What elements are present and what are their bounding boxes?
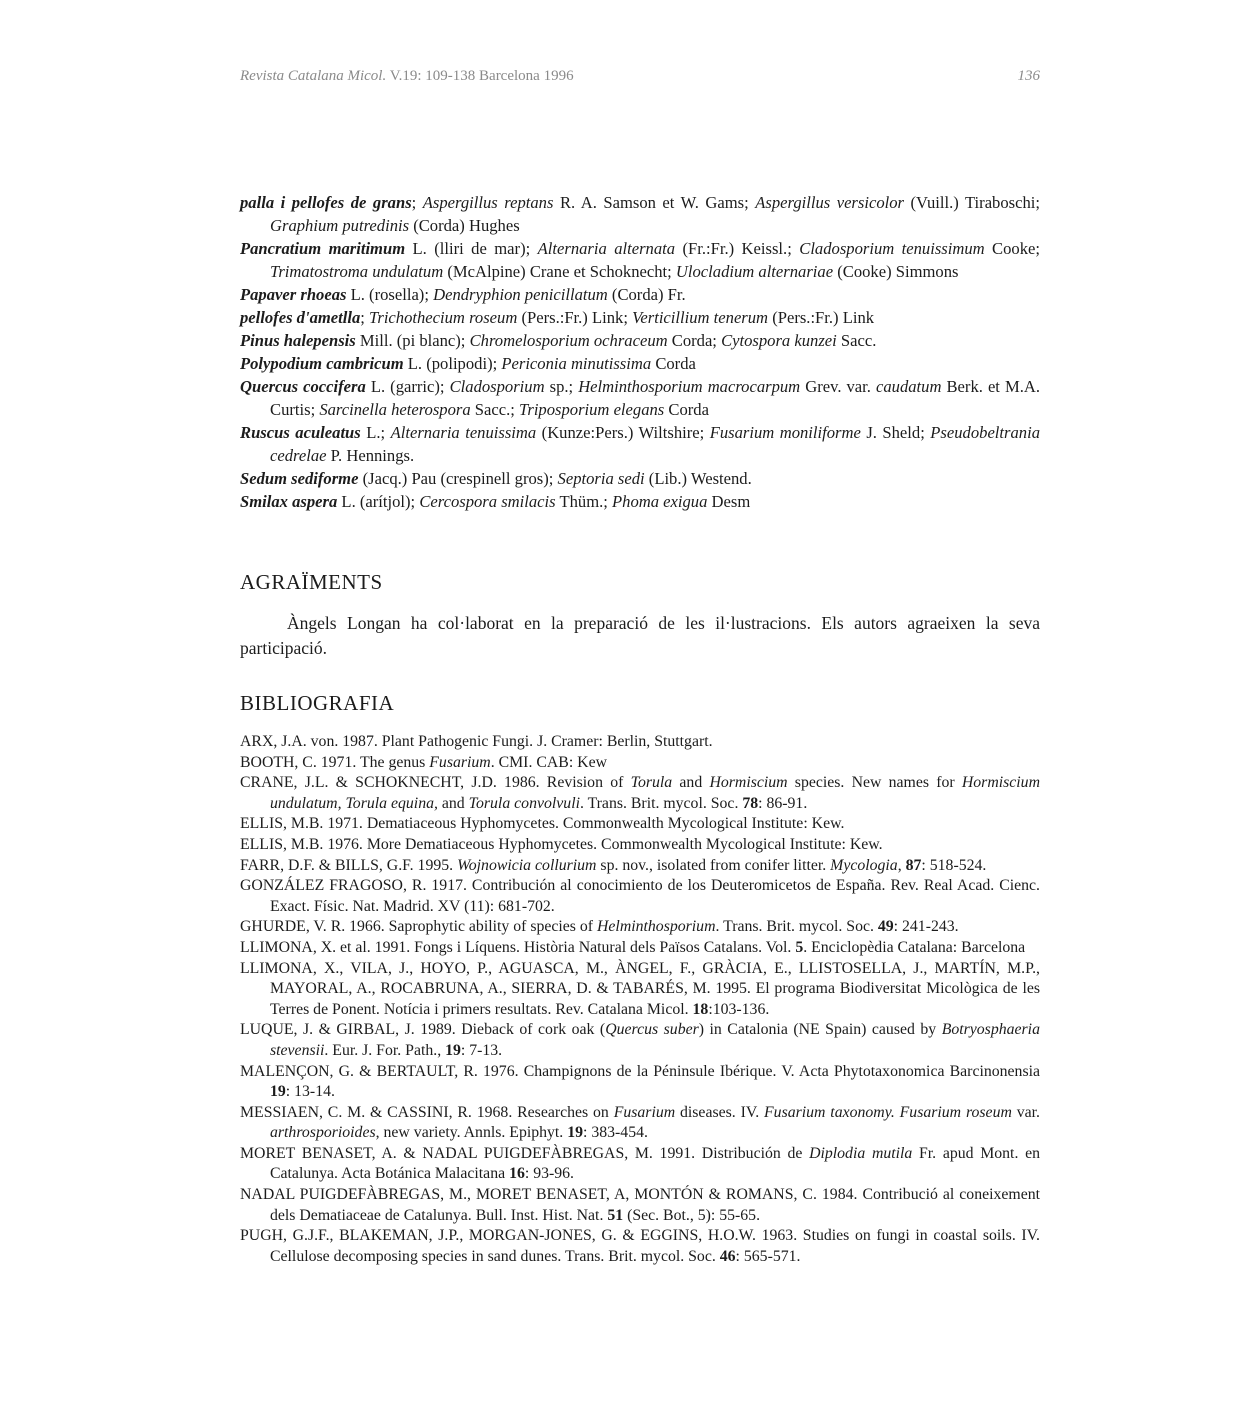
- reference-entry: [240, 1103, 1040, 1144]
- reference-text: MESSIAEN, C. M. & CASSINI, R. 1968. Researches on: [240, 1103, 614, 1121]
- reference-volume: 19: [445, 1041, 461, 1059]
- fungus-species-name: Graphium putredinis: [270, 216, 410, 235]
- reference-text: . Trans. Brit. mycol. Soc.: [715, 918, 878, 936]
- host-entry: [240, 352, 1040, 375]
- reference-entry: [240, 835, 1040, 856]
- reference-text: PUGH, G.J.F., BLAKEMAN, J.P., MORGAN-JONES, G. & EGGINS, H.O.W. 1963. Studies on fungi in coastal soils. IV. Cellulose decomposing species in sand dunes. Trans. Brit. mycol. Soc.: [240, 1227, 1040, 1265]
- entry-text: J. Sheld;: [860, 423, 931, 442]
- entry-text: L. (garric);: [365, 377, 450, 396]
- host-plant-name: pellofes d'ametlla: [240, 308, 361, 327]
- reference-italic-text: Fusarium: [613, 1103, 676, 1121]
- fungus-species-name: Helminthosporium macrocarpum: [578, 377, 801, 396]
- entry-text: (Vuill.) Tiraboschi;: [903, 193, 1040, 212]
- reference-text: ELLIS, M.B. 1971. Dematiaceous Hyphomycetes. Commonwealth Mycological Institute: Kew.: [240, 815, 845, 833]
- fungus-species-name: Verticillium tenerum: [632, 308, 769, 327]
- reference-entry: [240, 938, 1040, 959]
- entry-text: Corda;: [667, 331, 722, 350]
- host-entry: [240, 490, 1040, 513]
- host-entry: [240, 283, 1040, 306]
- fungus-species-name: Chromelosporium ochraceum: [469, 331, 668, 350]
- reference-italic-text: Torula: [630, 774, 673, 792]
- fungus-species-name: Cytospora kunzei: [721, 331, 837, 350]
- reference-text: . CMI. CAB: Kew: [490, 753, 607, 771]
- entry-text: L. (polipodi);: [403, 354, 502, 373]
- reference-italic-text: Helminthosporium: [597, 918, 716, 936]
- reference-entry: [240, 773, 1040, 814]
- fungus-species-name: Cladosporium: [449, 377, 545, 396]
- journal-citation: [240, 68, 574, 85]
- reference-text: :103-136.: [708, 1000, 770, 1018]
- reference-text: . Eur. J. For. Path.,: [324, 1041, 446, 1059]
- reference-text: GONZÁLEZ FRAGOSO, R. 1917. Contribución al conocimiento de los Deuteromicetos de España. Rev. Real Acad. Cienc. Exact. Físic. Nat. Madrid. XV (11): 681-702.: [240, 877, 1040, 915]
- entry-text: P. Hennings.: [326, 446, 415, 465]
- reference-italic-text: Fusarium taxonomy. Fusarium roseum: [764, 1103, 1012, 1121]
- entry-text: Mill. (pi blanc);: [355, 331, 470, 350]
- host-plant-name: Sedum sediforme: [240, 469, 359, 488]
- entry-text: ;: [360, 308, 370, 327]
- host-plant-name: Quercus coccifera: [240, 377, 366, 396]
- reference-text: NADAL PUIGDEFÀBREGAS, M., MORET BENASET, A, MONTÓN & ROMANS, C. 1984. Contribució al coneixement dels Dematiaceae de Catalunya. Bull. Inst. Hist. Nat.: [240, 1186, 1040, 1224]
- reference-volume: 46: [719, 1247, 736, 1265]
- entry-text: Corda: [651, 354, 696, 373]
- reference-text: : 7-13.: [460, 1041, 503, 1059]
- reference-italic-text: Fusarium: [429, 753, 491, 771]
- reference-text: MALENÇON, G. & BERTAULT, R. 1976. Champignons de la Péninsule Ibérique. V. Acta Phytotaxonomica Barcinonensia: [240, 1062, 1040, 1080]
- host-entry: [240, 375, 1040, 421]
- reference-italic-text: Hormiscium: [709, 774, 788, 792]
- reference-entry: [240, 753, 1040, 774]
- reference-italic-text: Torula convolvuli: [468, 794, 580, 812]
- reference-italic-text: Botryosphaeria stevensii: [270, 1021, 1040, 1059]
- entry-text: (Pers.:Fr.) Link;: [517, 308, 633, 327]
- reference-text: . Enciclopèdia Catalana: Barcelona: [803, 938, 1026, 956]
- host-entry: [240, 237, 1040, 283]
- entry-text: (McAlpine) Crane et Schoknecht;: [443, 262, 676, 281]
- reference-text: : 93-96.: [524, 1165, 575, 1183]
- reference-text: ELLIS, M.B. 1976. More Dematiaceous Hyphomycetes. Commonwealth Mycological Institute: Kew.: [240, 835, 883, 853]
- fungus-species-name: Ulocladium alternariae: [675, 262, 834, 281]
- reference-entry: [240, 959, 1040, 1021]
- reference-text: ,: [897, 856, 906, 874]
- reference-entry: [240, 856, 1040, 877]
- reference-text: LUQUE, J. & GIRBAL, J. 1989. Dieback of cork oak (: [240, 1021, 606, 1039]
- fungus-species-name: Periconia minutissima: [501, 354, 652, 373]
- host-entry: [240, 421, 1040, 467]
- reference-italic-text: Diplodia mutila: [809, 1144, 913, 1162]
- entry-text: (Cooke) Simmons: [833, 262, 959, 281]
- host-plant-name: Ruscus aculeatus: [240, 423, 361, 442]
- reference-entry: [240, 917, 1040, 938]
- fungus-species-name: Trichothecium roseum: [369, 308, 518, 327]
- journal-volume: V.19: 109-138 Barcelona 1996: [386, 68, 574, 84]
- entry-text: (Corda) Hughes: [409, 216, 520, 235]
- entry-text: Desm: [707, 492, 751, 511]
- fungus-species-name: Aspergillus reptans: [422, 193, 554, 212]
- entry-text: Berk. et M.A. Curtis;: [270, 377, 1040, 419]
- host-entry: [240, 467, 1040, 490]
- host-plant-name: palla i pellofes de grans: [240, 193, 412, 212]
- entry-text: (Lib.) Westend.: [644, 469, 752, 488]
- reference-volume: 19: [270, 1083, 286, 1101]
- reference-text: GHURDE, V. R. 1966. Saprophytic ability of species of: [240, 918, 598, 936]
- reference-text: , new variety. Annls. Epiphyt.: [375, 1124, 568, 1142]
- entry-text: Corda: [664, 400, 709, 419]
- reference-text: species. New names for: [787, 774, 962, 792]
- reference-volume: 18: [692, 1000, 709, 1018]
- bibliography-list: [240, 732, 1040, 1267]
- reference-italic-text: Hormiscium undulatum, Torula equina,: [270, 774, 1040, 812]
- entry-text: L. (lliri de mar);: [405, 239, 538, 258]
- fungus-species-name: Fusarium moniliforme: [709, 423, 861, 442]
- host-plant-name: Papaver rhoeas: [240, 285, 347, 304]
- reference-volume: 87: [905, 856, 922, 874]
- reference-text: : 518-524.: [921, 856, 987, 874]
- fungus-species-name: Phoma exigua: [612, 492, 708, 511]
- host-plant-name: Polypodium cambricum: [240, 354, 404, 373]
- entry-text: Sacc.: [836, 331, 877, 350]
- entry-text: (Jacq.) Pau (crespinell gros);: [358, 469, 558, 488]
- entry-text: Thüm.;: [555, 492, 613, 511]
- host-fungi-list: [240, 191, 1040, 513]
- reference-text: Fr. apud Mont. en Catalunya. Acta Botánica Malacitana: [270, 1144, 1041, 1183]
- reference-italic-text: Mycologia: [830, 856, 898, 874]
- host-plant-name: Pancratium maritimum: [240, 239, 406, 258]
- host-entry: [240, 191, 1040, 237]
- fungus-species-name: Cercospora smilacis: [419, 492, 556, 511]
- host-entry: [240, 329, 1040, 352]
- reference-text: sp. nov., isolated from conifer litter.: [596, 856, 831, 874]
- acknowledgements-text: Àngels Longan ha col·laborat en la preparació de les il·lustracions. Els autors agraeixen la seva participació.: [240, 613, 1040, 658]
- bibliography-heading: BIBLIOGRAFIA: [240, 691, 395, 715]
- reference-text: : 13-14.: [285, 1083, 335, 1101]
- fungus-species-name: Pseudobeltrania cedrelae: [270, 423, 1040, 465]
- reference-text: and: [437, 794, 469, 812]
- fungus-species-name: Sarcinella heterospora: [319, 400, 471, 419]
- reference-entry: [240, 1020, 1040, 1061]
- entry-text: Cooke;: [984, 239, 1040, 258]
- reference-text: and: [672, 774, 710, 792]
- fungus-species-name: Triposporium elegans: [519, 400, 665, 419]
- reference-text: : 241-243.: [893, 918, 959, 936]
- reference-text: CRANE, J.L. & SCHOKNECHT, J.D. 1986. Revision of: [240, 774, 631, 792]
- reference-entry: [240, 1185, 1040, 1226]
- fungus-species-name: Aspergillus versicolor: [755, 193, 904, 212]
- entry-text: sp.;: [544, 377, 579, 396]
- reference-volume: 78: [742, 794, 759, 812]
- reference-volume: 5: [795, 938, 804, 956]
- acknowledgements-heading: AGRAÏMENTS: [240, 570, 383, 594]
- reference-entry: [240, 876, 1040, 917]
- reference-text: : 383-454.: [583, 1124, 648, 1142]
- entry-text: (Kunze:Pers.) Wiltshire;: [536, 423, 710, 442]
- reference-volume: 16: [509, 1165, 525, 1183]
- reference-text: : 565-571.: [735, 1247, 801, 1265]
- running-header: [240, 68, 1040, 90]
- host-entry: [240, 306, 1040, 329]
- page-number: 136: [1017, 68, 1040, 84]
- reference-volume: 19: [567, 1124, 584, 1142]
- reference-text: . Trans. Brit. mycol. Soc.: [579, 794, 743, 812]
- fungus-species-name: Trimatostroma undulatum: [270, 262, 444, 281]
- reference-text: ) in Catalonia (NE Spain) caused by: [698, 1021, 942, 1039]
- reference-text: (Sec. Bot., 5): 55-65.: [623, 1206, 761, 1224]
- reference-text: FARR, D.F. & BILLS, G.F. 1995.: [240, 856, 458, 874]
- fungus-species-name: Dendryphion penicillatum: [433, 285, 608, 304]
- reference-text: BOOTH, C. 1971. The genus: [240, 753, 430, 771]
- entry-text: Sacc.;: [470, 400, 520, 419]
- reference-italic-text: arthrosporioides: [270, 1124, 376, 1142]
- reference-text: LLIMONA, X. et al. 1991. Fongs i Líquens. Història Natural dels Països Catalans. Vol.: [240, 938, 796, 956]
- reference-volume: 49: [877, 918, 894, 936]
- entry-text: (Fr.:Fr.) Keissl.;: [675, 239, 800, 258]
- reference-text: LLIMONA, X., VILA, J., HOYO, P., AGUASCA, M., ÀNGEL, F., GRÀCIA, E., LLISTOSELLA, J., MARTÍN, M.P., MAYORAL, A., ROCABRUNA, A., SIERRA, D. & TABARÉS, M. 1995. El programa Biodiversitat Micològica de les Terres de Ponent. Notícia i primers resultats. Rev. Catalana Micol.: [240, 959, 1040, 1018]
- reference-entry: [240, 814, 1040, 835]
- entry-text: (Pers.:Fr.) Link: [768, 308, 875, 327]
- entry-text: ;: [411, 193, 423, 212]
- entry-text: (Corda) Fr.: [607, 285, 686, 304]
- reference-entry: [240, 1062, 1040, 1103]
- reference-italic-text: Quercus suber: [605, 1021, 699, 1039]
- reference-text: diseases. IV.: [675, 1103, 765, 1121]
- reference-text: MORET BENASET, A. & NADAL PUIGDEFÀBREGAS, M. 1991. Distribución de: [240, 1144, 810, 1162]
- reference-text: : 86-91.: [758, 794, 808, 812]
- reference-text: ARX, J.A. von. 1987. Plant Pathogenic Fungi. J. Cramer: Berlin, Stuttgart.: [240, 733, 713, 750]
- journal-name: Revista Catalana Micol.: [240, 68, 387, 84]
- entry-text: L. (rosella);: [346, 285, 434, 304]
- host-plant-name: Pinus halepensis: [240, 331, 356, 350]
- fungus-species-name: Cladosporium tenuissimum: [799, 239, 985, 258]
- reference-entry: [240, 1144, 1040, 1185]
- reference-italic-text: Wojnowicia collurium: [457, 856, 597, 874]
- reference-text: var.: [1011, 1103, 1040, 1121]
- entry-text: L.;: [360, 423, 391, 442]
- fungus-species-name: Septoria sedi: [557, 469, 645, 488]
- entry-text: Grev. var.: [800, 377, 876, 396]
- reference-entry: [240, 732, 1040, 753]
- fungus-species-name: Alternaria tenuissima: [390, 423, 537, 442]
- reference-entry: [240, 1226, 1040, 1267]
- entry-text: R. A. Samson et W. Gams;: [553, 193, 756, 212]
- reference-volume: 51: [607, 1206, 624, 1224]
- host-plant-name: Smilax aspera: [240, 492, 338, 511]
- fungus-species-name: caudatum: [875, 377, 942, 396]
- fungus-species-name: Alternaria alternata: [537, 239, 676, 258]
- entry-text: L. (arítjol);: [337, 492, 420, 511]
